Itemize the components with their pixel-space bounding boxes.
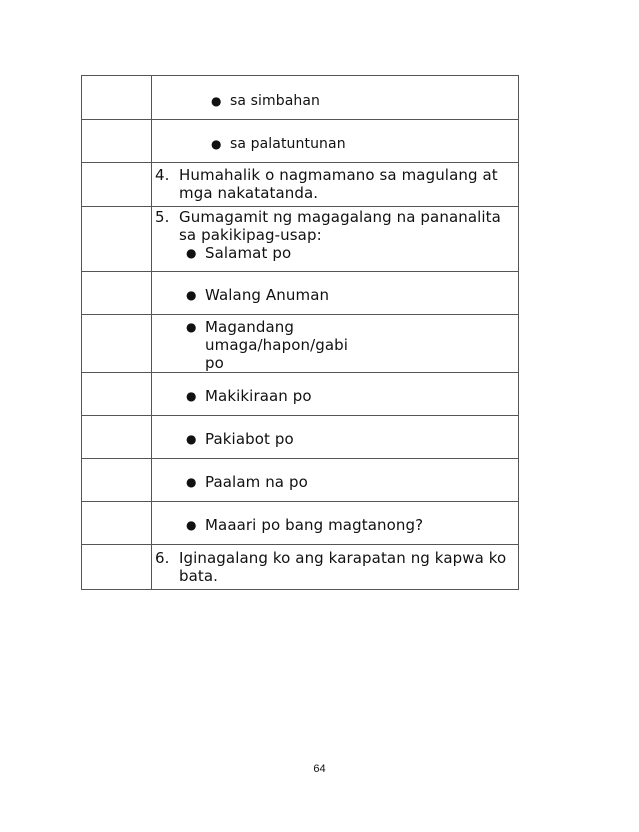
bullet-icon: ● (211, 94, 222, 108)
table-row (82, 272, 519, 315)
bullet-icon: ● (186, 475, 197, 489)
item-text: Magandang umaga/hapon/gabi po (205, 318, 349, 372)
check-cell (82, 120, 152, 163)
check-cell (82, 163, 152, 207)
item-cell (152, 416, 519, 459)
table-row (82, 76, 519, 120)
bullet-icon: ● (211, 137, 222, 151)
item-text: Pakiabot po (205, 430, 294, 448)
table-row (82, 459, 519, 502)
check-cell (82, 272, 152, 315)
item-text: Humahalik o nagmamano sa magulang at mga nakatatanda. (179, 166, 498, 202)
item-cell (152, 76, 519, 120)
item-text: Gumagamit ng magagalang na pananalita sa pakikipag-usap: (179, 208, 501, 244)
check-cell (82, 459, 152, 502)
item-text: Walang Anuman (205, 286, 330, 304)
item-text: sa simbahan (230, 93, 321, 109)
item-cell (152, 120, 519, 163)
item-text: sa palatuntunan (230, 136, 346, 152)
checklist-table (81, 75, 519, 590)
check-cell (82, 416, 152, 459)
item-number: 5. (155, 208, 170, 226)
page-number: 64 (313, 763, 326, 775)
item-number: 6. (155, 549, 170, 567)
bullet-icon: ● (186, 320, 197, 334)
item-cell (152, 272, 519, 315)
table-row (82, 373, 519, 416)
check-cell (82, 76, 152, 120)
item-cell (152, 459, 519, 502)
item-text: Salamat po (205, 244, 292, 262)
item-number: 4. (155, 166, 170, 184)
bullet-icon: ● (186, 518, 197, 532)
table-row (82, 163, 519, 207)
bullet-icon: ● (186, 246, 197, 260)
table-row (82, 315, 519, 373)
item-cell (152, 163, 519, 207)
item-text: Makikiraan po (205, 387, 312, 405)
item-cell (152, 315, 519, 373)
table-row (82, 545, 519, 590)
check-cell (82, 315, 152, 373)
table-row (82, 416, 519, 459)
bullet-icon: ● (186, 389, 197, 403)
table-row (82, 207, 519, 272)
table-row (82, 502, 519, 545)
check-cell (82, 545, 152, 590)
check-cell (82, 207, 152, 272)
bullet-icon: ● (186, 432, 197, 446)
item-text: Paalam na po (205, 473, 308, 491)
table-row (82, 120, 519, 163)
item-cell (152, 545, 519, 590)
check-cell (82, 373, 152, 416)
check-cell (82, 502, 152, 545)
item-text: Maaari po bang magtanong? (205, 516, 424, 534)
bullet-icon: ● (186, 288, 197, 302)
item-text: Iginagalang ko ang karapatan ng kapwa ko bata. (179, 549, 507, 585)
item-cell (152, 373, 519, 416)
item-cell (152, 207, 519, 272)
item-cell (152, 502, 519, 545)
